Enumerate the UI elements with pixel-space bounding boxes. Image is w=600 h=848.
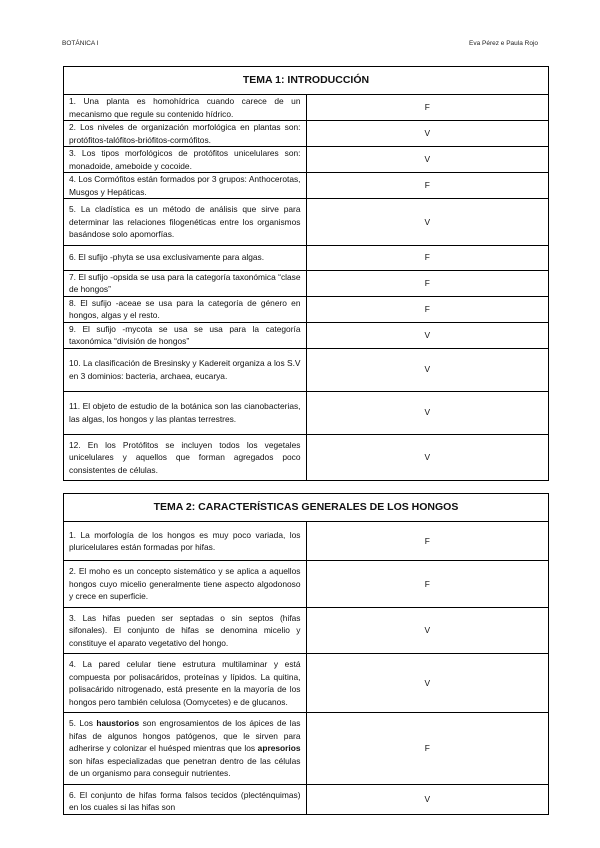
table-row: [64, 322, 549, 348]
answer-cell: V: [306, 147, 549, 173]
question-text: 9. El sufijo -mycota se usa se usa para la categoría taxonómica “división de hongos”: [64, 322, 307, 348]
question-text: 3. Las hifas pueden ser septadas o sin septos (hifas sifonales). El conjunto de hifas se denomina micelio y constituye el aparato vegetativo del hongo.: [64, 607, 307, 654]
table-row: [64, 121, 549, 147]
question-text: 3. Los tipos morfológicos de protófitos unicelulares son: monadoide, ameboide y cocoide.: [64, 147, 307, 173]
table-row: [64, 245, 549, 270]
table-row: [64, 147, 549, 173]
table-row: [64, 607, 549, 654]
answer-cell: V: [306, 391, 549, 434]
table-row: [64, 434, 549, 481]
table-row: [64, 296, 549, 322]
header-left: BOTÁNICA I: [62, 40, 99, 47]
question-text: 12. En los Protófitos se incluyen todos los vegetales unicelulares y aquellos que forman agregados poco consistentes de células.: [64, 434, 307, 481]
table-row: [64, 561, 549, 608]
answer-cell: F: [306, 95, 549, 121]
question-text: 6. El sufijo -phyta se usa exclusivamente para algas.: [64, 245, 307, 270]
question-text: 4. Los Cormófitos están formados por 3 grupos: Anthocerotas, Musgos y Hepáticas.: [64, 173, 307, 199]
question-text: 10. La clasificación de Bresinsky y Kadereit organiza a los S.V en 3 dominios: bacteria, archaea, eucarya.: [64, 348, 307, 391]
tema2-table: [63, 493, 549, 815]
question-text: 6. El conjunto de hifas forma falsos tecidos (plecténquimas) en los cuales si las hifas son: [64, 784, 307, 814]
table-row: [64, 95, 549, 121]
header-right: Eva Pérez e Paula Rojo: [468, 40, 538, 47]
question-text: 7. El sufijo -opsida se usa para la categoría taxonómica “clase de hongos”: [64, 270, 307, 296]
answer-cell: V: [306, 654, 549, 713]
question-text: 1. La morfología de los hongos es muy poco variada, los pluricelulares están formadas por hifas.: [64, 522, 307, 561]
question-text: 11. El objeto de estudio de la botánica son las cianobacterias, las algas, los hongos y las plantas terrestres.: [64, 391, 307, 434]
answer-cell: F: [306, 522, 549, 561]
answer-cell: F: [306, 296, 549, 322]
table-row: [64, 522, 549, 561]
table-row: [64, 784, 549, 814]
tema1-title: TEMA 1: INTRODUCCIÓN: [64, 67, 549, 95]
table-row: [64, 713, 549, 785]
answer-cell: F: [306, 713, 549, 785]
answer-cell: V: [306, 199, 549, 246]
table-row: [64, 270, 549, 296]
table-row: [64, 391, 549, 434]
answer-cell: V: [306, 322, 549, 348]
table-row: [64, 654, 549, 713]
answer-cell: V: [306, 434, 549, 481]
question-text: 2. Los niveles de organización morfológica en plantas son: protófitos-talófitos-briófitos-cormófitos.: [64, 121, 307, 147]
question-text: 2. El moho es un concepto sistemático y se aplica a aquellos hongos cuyo micelio generalmente tiene aspecto algodonoso y crece en superficie.: [64, 561, 307, 608]
answer-cell: V: [306, 348, 549, 391]
question-text: 4. La pared celular tiene estrutura multilaminar y está compuesta por polisacáridos, proteínas y lípidos. La quitina, polisacárido nitrogenado, está presente en la mayoría de los hongos pero también celulosa (Oomycetes) e de glucanos.: [64, 654, 307, 713]
answer-cell: V: [306, 784, 549, 814]
term-apresorios: apresorios: [257, 743, 301, 753]
term-haustorios: haustorios: [96, 718, 140, 728]
table-row: [64, 173, 549, 199]
table-row: [64, 348, 549, 391]
tema2-title: TEMA 2: CARACTERÍSTICAS GENERALES DE LOS HONGOS: [64, 494, 549, 522]
question-text: 1. Una planta es homohídrica cuando carece de un mecanismo que regule su contenido hídrico.: [64, 95, 307, 121]
answer-cell: V: [306, 607, 549, 654]
question-text: 5. La cladística es un método de análisis que sirve para determinar las relaciones filogenéticas entre los organismos basándose solo apomorfías.: [64, 199, 307, 246]
tema1-table: [63, 66, 549, 481]
question-text: 8. El sufijo -aceae se usa para la categoría de género en hongos, algas y el resto.: [64, 296, 307, 322]
answer-cell: F: [306, 270, 549, 296]
question-text: 5. Los haustorios son engrosamientos de los ápices de las hifas de algunos hongos patógenos, que le sirven para adherirse y colonizar el huésped mientras que los apresorios son hifas especializadas que penetran dentro de las células de un organismo para conseguir nutrientes.: [64, 713, 307, 785]
answer-cell: V: [306, 121, 549, 147]
answer-cell: F: [306, 173, 549, 199]
answer-cell: F: [306, 561, 549, 608]
answer-cell: F: [306, 245, 549, 270]
table-row: [64, 199, 549, 246]
